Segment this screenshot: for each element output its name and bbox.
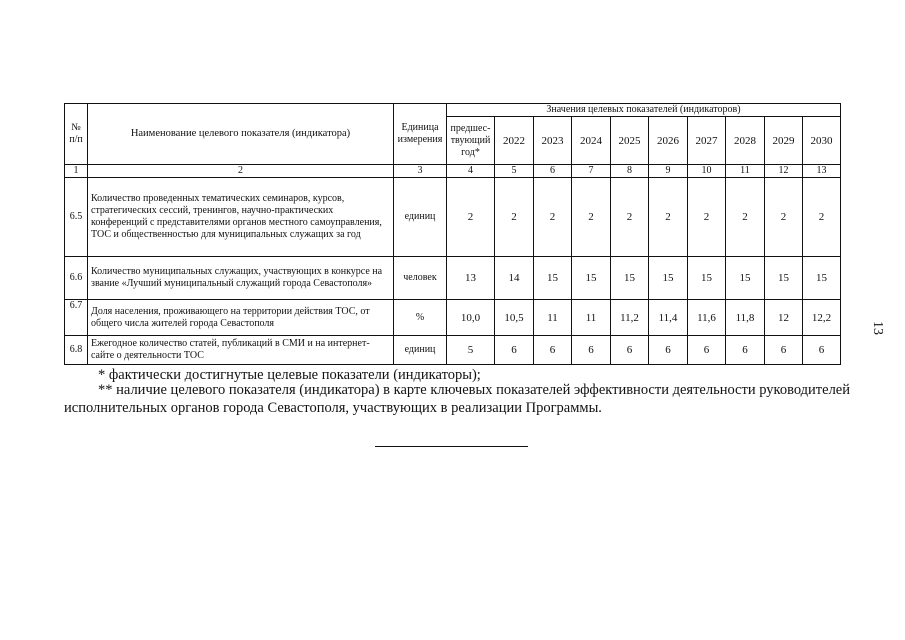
row-value: 2: [447, 178, 495, 257]
column-numbers-row: [65, 165, 841, 178]
row-unit: человек: [394, 257, 447, 300]
row-value: 6: [688, 336, 726, 365]
column-number: 10: [688, 165, 726, 178]
header-unit: Единица измерения: [394, 104, 447, 165]
row-num: 6.7: [65, 300, 88, 336]
row-value: 6: [611, 336, 649, 365]
row-num: 6.8: [65, 336, 88, 365]
row-value: 15: [534, 257, 572, 300]
column-number: 7: [572, 165, 611, 178]
row-value: 15: [726, 257, 765, 300]
column-number: 9: [649, 165, 688, 178]
row-value: 11,2: [611, 300, 649, 336]
table-row: [65, 300, 841, 336]
header-year: 2028: [726, 117, 765, 165]
row-value: 11: [572, 300, 611, 336]
header-name: Наименование целевого показателя (индикатора): [88, 104, 394, 165]
row-value: 2: [688, 178, 726, 257]
column-number: 13: [803, 165, 841, 178]
row-name: Количество проведенных тематических семинаров, курсов, стратегических сессий, тренингов, научно-практических конференций с представителями органов местного самоуправления, ТОС и общественностью для муниципальных служащих за год: [88, 178, 394, 257]
row-value: 15: [572, 257, 611, 300]
page-number: 13: [870, 321, 885, 335]
header-prev-year: предшес-твующий год*: [447, 117, 495, 165]
column-number: 4: [447, 165, 495, 178]
row-value: 6: [765, 336, 803, 365]
table-row: [65, 257, 841, 300]
row-value: 10,5: [495, 300, 534, 336]
row-unit: %: [394, 300, 447, 336]
header-values-group: Значения целевых показателей (индикаторов): [447, 104, 841, 117]
column-number: 8: [611, 165, 649, 178]
row-num: 6.6: [65, 257, 88, 300]
row-value: 12: [765, 300, 803, 336]
row-name: Доля населения, проживающего на территории действия ТОС, от общего числа жителей города Севастополя: [88, 300, 394, 336]
header-year: 2023: [534, 117, 572, 165]
row-name: Ежегодное количество статей, публикаций в СМИ и на интернет-сайте о деятельности ТОС: [88, 336, 394, 365]
row-unit: единиц: [394, 336, 447, 365]
row-value: 15: [765, 257, 803, 300]
row-value: 2: [803, 178, 841, 257]
row-value: 6: [726, 336, 765, 365]
row-value: 2: [572, 178, 611, 257]
header-year: 2024: [572, 117, 611, 165]
column-number: 2: [88, 165, 394, 178]
row-value: 6: [534, 336, 572, 365]
row-name: Количество муниципальных служащих, участвующих в конкурсе на звание «Лучший муниципальный служащий города Севастополя»: [88, 257, 394, 300]
separator-line: [375, 446, 528, 447]
column-number: 5: [495, 165, 534, 178]
row-num: 6.5: [65, 178, 88, 257]
table-row: [65, 178, 841, 257]
row-unit: единиц: [394, 178, 447, 257]
row-value: 10,0: [447, 300, 495, 336]
row-value: 2: [534, 178, 572, 257]
header-row-1: [65, 104, 841, 117]
row-value: 12,2: [803, 300, 841, 336]
row-value: 11,4: [649, 300, 688, 336]
row-value: 6: [803, 336, 841, 365]
footnote-actual: * фактически достигнутые целевые показатели (индикаторы);: [98, 367, 481, 383]
row-value: 11: [534, 300, 572, 336]
header-year: 2027: [688, 117, 726, 165]
row-value: 6: [649, 336, 688, 365]
header-year: 2029: [765, 117, 803, 165]
row-value: 2: [649, 178, 688, 257]
column-number: 12: [765, 165, 803, 178]
row-value: 15: [688, 257, 726, 300]
header-num: № п/п: [65, 104, 88, 165]
column-number: 11: [726, 165, 765, 178]
row-value: 15: [803, 257, 841, 300]
column-number: 3: [394, 165, 447, 178]
row-value: 6: [495, 336, 534, 365]
header-year: 2022: [495, 117, 534, 165]
row-value: 2: [765, 178, 803, 257]
row-value: 2: [495, 178, 534, 257]
table-row: [65, 336, 841, 365]
header-year: 2025: [611, 117, 649, 165]
row-value: 11,6: [688, 300, 726, 336]
row-value: 13: [447, 257, 495, 300]
indicators-table: [64, 103, 841, 365]
row-value: 15: [611, 257, 649, 300]
column-number: 1: [65, 165, 88, 178]
header-year: 2030: [803, 117, 841, 165]
footnote-kpi: ** наличие целевого показателя (индикатора) в карте ключевых показателей эффективности деятельности руководителей исполнительных органов города Севастополя, участвующих в реализации Программы.: [64, 382, 851, 416]
row-value: 14: [495, 257, 534, 300]
column-number: 6: [534, 165, 572, 178]
row-value: 6: [572, 336, 611, 365]
row-value: 5: [447, 336, 495, 365]
header-year: 2026: [649, 117, 688, 165]
row-value: 2: [726, 178, 765, 257]
row-value: 2: [611, 178, 649, 257]
row-value: 11,8: [726, 300, 765, 336]
row-value: 15: [649, 257, 688, 300]
